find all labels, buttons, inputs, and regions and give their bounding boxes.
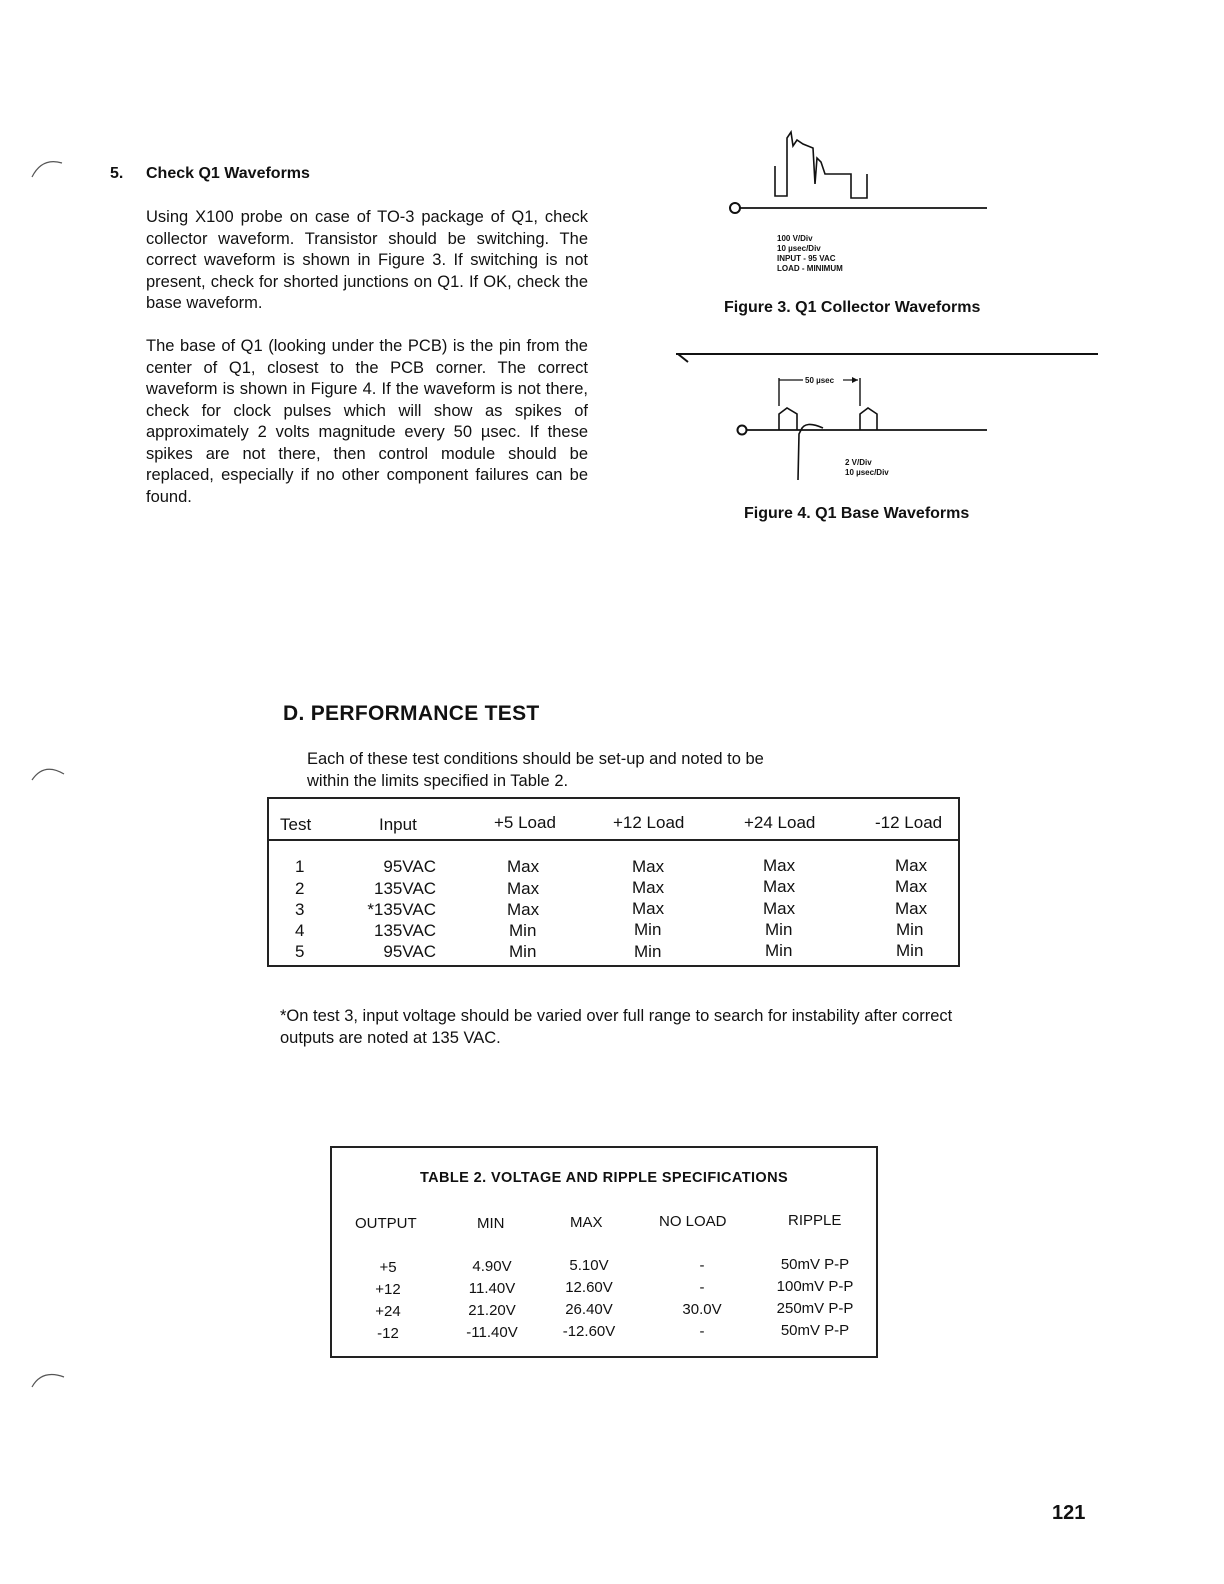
table-title: TABLE 2. VOLTAGE AND RIPPLE SPECIFICATIONS <box>419 1170 789 1186</box>
table-header: Test <box>280 815 312 834</box>
table-cell: Min <box>896 920 924 939</box>
section-title: D. PERFORMANCE TEST <box>283 702 540 725</box>
table-cell: Max <box>507 900 540 919</box>
table-cell: Max <box>632 899 665 918</box>
table-cell: 30.0V <box>682 1301 722 1318</box>
table-cell: 250mV P-P <box>776 1300 854 1317</box>
table-cell: 4 <box>295 921 305 940</box>
table-cell: 21.20V <box>468 1302 516 1319</box>
binder-mark <box>28 760 68 790</box>
table-cell: Min <box>634 942 662 961</box>
table-cell: Max <box>632 878 665 897</box>
figure3-origin-marker <box>730 203 740 213</box>
table-cell: 95VAC <box>383 942 436 961</box>
figure4-origin-marker <box>738 426 747 435</box>
table-header: +12 Load <box>613 813 685 832</box>
table-cell: Max <box>763 899 796 918</box>
table-cell: -12 <box>377 1325 399 1342</box>
table-cell: Max <box>763 856 796 875</box>
figure4-period-label: 50 µsec <box>805 376 835 385</box>
table-header: +5 Load <box>494 813 556 832</box>
binder-mark <box>28 155 68 185</box>
step-paragraph-1: Using X100 probe on case of TO-3 package of Q1, check collector waveform. Transistor should be switching. The correct waveform is shown in Figure 3. If switching is not present, check for shorted junctions on Q1. If OK, check the base waveform. <box>146 208 588 312</box>
table-cell: 5.10V <box>569 1257 609 1274</box>
figure3-label: INPUT - 95 VAC <box>777 254 836 263</box>
table-cell: 3 <box>295 900 305 919</box>
figure3-caption: Figure 3. Q1 Collector Waveforms <box>724 299 981 316</box>
table-cell: 50mV P-P <box>780 1322 850 1339</box>
table-cell: +5 <box>379 1259 397 1276</box>
table-cell: 50mV P-P <box>780 1256 850 1273</box>
figure3-label: 10 µsec/Div <box>777 244 821 253</box>
table-cell: -12.60V <box>562 1323 616 1340</box>
figure4-arrowhead <box>852 377 858 383</box>
table-header: MAX <box>570 1214 603 1231</box>
table-cell: 100mV P-P <box>776 1278 854 1295</box>
table-cell: Max <box>895 856 928 875</box>
table-cell: Min <box>634 920 662 939</box>
table-cell: Min <box>896 941 924 960</box>
table-cell: +24 <box>375 1303 401 1320</box>
step-number: 5. <box>110 165 124 182</box>
figure4-label: 10 µsec/Div <box>845 468 889 477</box>
figure3-trace <box>775 132 867 198</box>
table-cell: Max <box>763 877 796 896</box>
table-cell: *135VAC <box>367 900 436 919</box>
table-header: RIPPLE <box>788 1212 842 1229</box>
table-cell: Max <box>895 899 928 918</box>
table-cell: 12.60V <box>565 1279 613 1296</box>
table-header: OUTPUT <box>355 1215 417 1232</box>
table-cell: 135VAC <box>374 879 437 898</box>
figure4-caption: Figure 4. Q1 Base Waveforms <box>744 505 970 522</box>
table-cell: 135VAC <box>374 921 437 940</box>
figure3-waveform <box>725 128 995 223</box>
figure4-label: 2 V/Div <box>845 458 872 467</box>
table-cell: Min <box>509 942 537 961</box>
table-header: -12 Load <box>875 813 943 832</box>
table-header: NO LOAD <box>659 1213 727 1230</box>
step-paragraph-2: The base of Q1 (looking under the PCB) is the pin from the center of Q1, closest to the PCB corner. The correct waveform is shown in Figure 4. If the waveform is not there, check for clock pulses which will show as spikes of approximately 2 volts magnitude every 50 µsec. If these spikes are not there, then control module should be replaced, especially if no other component failures can be found. <box>146 337 588 506</box>
table-cell: - <box>699 1323 705 1340</box>
table-cell: Min <box>765 941 793 960</box>
page-number: 121 <box>1052 1502 1086 1524</box>
table-cell: 1 <box>295 857 305 876</box>
table-cell: +12 <box>375 1281 401 1298</box>
table-cell: Max <box>507 879 540 898</box>
table-header: Input <box>379 815 417 834</box>
voltage-ripple-table <box>330 1146 878 1358</box>
table-cell: Min <box>509 921 537 940</box>
table-cell: 5 <box>295 942 305 961</box>
table-cell: Min <box>765 920 793 939</box>
table-cell: Max <box>507 857 540 876</box>
table-cell: 4.90V <box>472 1258 512 1275</box>
figure3-label: LOAD - MINIMUM <box>777 264 843 273</box>
binder-mark <box>28 1365 68 1395</box>
table-cell: 11.40V <box>468 1280 516 1297</box>
step-title: Check Q1 Waveforms <box>146 165 310 182</box>
table-cell: Max <box>895 877 928 896</box>
figure3-label: 100 V/Div <box>777 234 813 243</box>
table-header: +24 Load <box>744 813 816 832</box>
section-intro: Each of these test conditions should be set-up and noted to be within the limits specified in Table 2. <box>307 750 764 790</box>
table-cell: - <box>699 1279 705 1296</box>
table-header: MIN <box>477 1215 505 1232</box>
table-cell: -11.40V <box>466 1324 518 1341</box>
table-cell: 95VAC <box>383 857 436 876</box>
footnote: *On test 3, input voltage should be varied over full range to search for instability after correct outputs are noted at 135 VAC. <box>280 1007 953 1047</box>
table-cell: Max <box>632 857 665 876</box>
table-cell: 26.40V <box>565 1301 613 1318</box>
table-cell: 2 <box>295 879 305 898</box>
performance-table <box>267 797 960 967</box>
figure-divider <box>672 348 1102 368</box>
table-cell: - <box>699 1257 705 1274</box>
